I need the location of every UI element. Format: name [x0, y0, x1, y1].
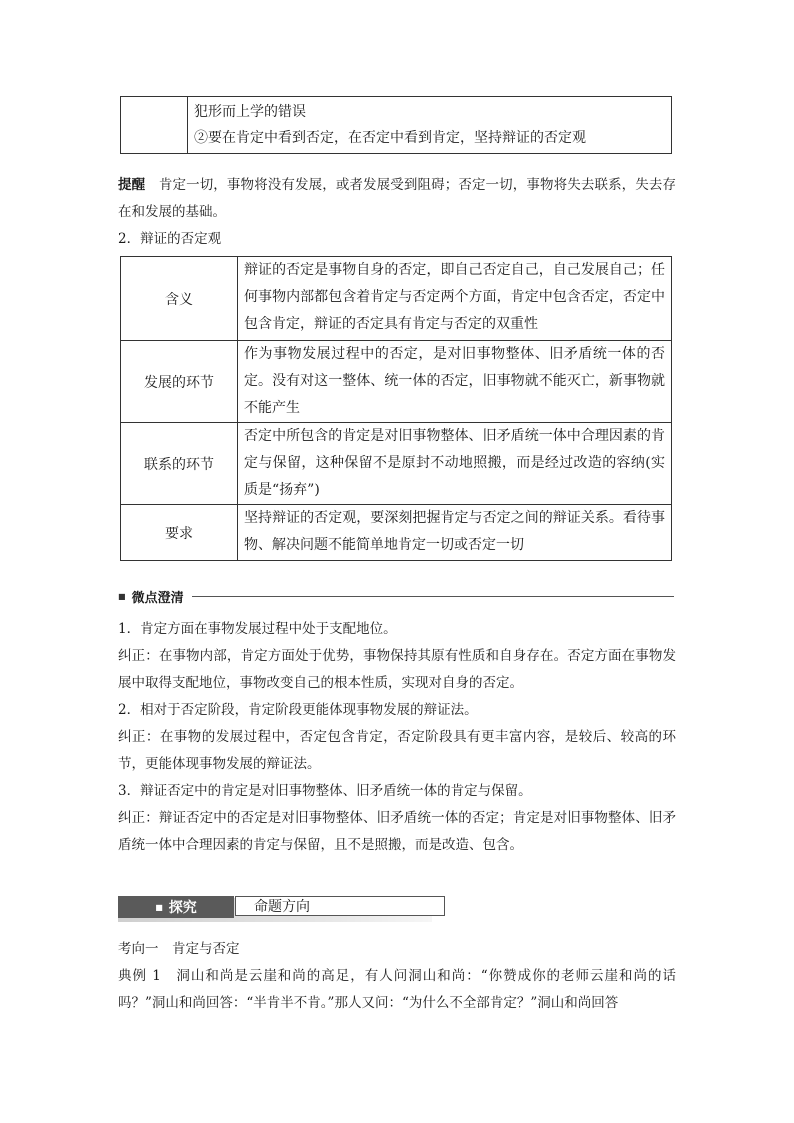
- square-bullet-icon: ■: [155, 902, 163, 912]
- clarify-answer: 纠正：在事物的发展过程中，否定包含肯定，否定阶段具有更丰富内容，是较后、较高的环节，更能体现事物发展的辩证法。: [118, 729, 676, 772]
- row-definition: 坚持辩证的否定观，要深刻把握肯定与否定之间的辩证关系。看待事物、解决问题不能简单地肯定一切或否定一切: [238, 505, 672, 561]
- tip-label: 提醒: [118, 177, 146, 193]
- clarify-answer: 纠正：在事物内部，肯定方面处于优势，事物保持其原有性质和自身存在。否定方面在事物发展中取得支配地位，事物改变自己的根本性质，实现对自身的否定。: [118, 648, 676, 691]
- row-term: 联系的环节: [121, 423, 238, 505]
- tab-explore: [118, 896, 234, 918]
- table-line: 犯形而上学的错误: [194, 104, 306, 120]
- row-term: 含义: [121, 257, 238, 341]
- row-term: 发展的环节: [121, 341, 238, 423]
- explore-banner: [118, 896, 432, 922]
- continuation-table: [120, 96, 672, 154]
- clarify-question: 1．肯定方面在事物发展过程中处于支配地位。: [118, 621, 397, 637]
- table-blank-cell: [121, 97, 188, 154]
- table-row: [121, 505, 672, 561]
- header-rule: [192, 596, 674, 597]
- clarify-question: 2．相对于否定阶段，肯定阶段更能体现事物发展的辩证法。: [118, 702, 478, 718]
- dialectic-negation-table: [120, 256, 672, 561]
- tab-direction-label: 命题方向: [254, 899, 310, 915]
- tab-direction: [235, 896, 445, 916]
- row-definition: 作为事物发展过程中的否定，是对旧事物整体、旧矛盾统一体的否定。没有对这一整体、统一体的否定，旧事物就不能灭亡，新事物就不能产生: [238, 341, 672, 423]
- clarify-list: [118, 616, 676, 859]
- square-bullet-icon: ■: [118, 591, 126, 601]
- clarify-question: 3．辩证否定中的肯定是对旧事物整体、旧矛盾统一体的肯定与保留。: [118, 783, 532, 799]
- row-definition: 否定中所包含的肯定是对旧事物整体、旧矛盾统一体中合理因素的肯定与保留，这种保留不是原封不动地照搬，而是经过改造的容纳(实质是“扬弃”): [238, 423, 672, 505]
- table-row: [121, 341, 672, 423]
- clarify-answer: 纠正：辩证否定中的否定是对旧事物整体、旧矛盾统一体的否定；肯定是对旧事物整体、旧矛盾统一体中合理因素的肯定与保留，且不是照搬，而是改造、包含。: [118, 810, 676, 853]
- tip-text: 肯定一切，事物将没有发展，或者发展受到阻碍；否定一切，事物将失去联系，失去存在和发展的基础。: [118, 177, 677, 220]
- tip-paragraph: [118, 172, 676, 226]
- table-line: ②要在肯定中看到否定，在否定中看到肯定，坚持辩证的否定观: [194, 130, 586, 146]
- row-term: 要求: [121, 505, 238, 561]
- table-content-cell: [188, 97, 672, 154]
- clarify-section-header: [118, 586, 674, 606]
- row-definition: 辩证的否定是事物自身的否定，即自己否定自己，自己发展自己；任何事物内部都包含着肯定与否定两个方面，肯定中包含否定，否定中包含肯定，辩证的否定具有肯定与否定的双重性: [238, 257, 672, 341]
- kaoxiang-heading: 考向一 肯定与否定: [118, 941, 240, 957]
- example-label: 典例 1: [118, 968, 161, 984]
- example-paragraph: [118, 963, 676, 1017]
- example-text: 洞山和尚是云崖和尚的高足，有人问洞山和尚：“你赞成你的老师云崖和尚的话吗？”洞山和尚回答：“半肯半不肯。”那人又问：“为什么不全部肯定？”洞山和尚回答: [118, 968, 677, 1011]
- table-row: [121, 257, 672, 341]
- clarify-title: 微点澄清: [131, 590, 184, 606]
- section-heading: 2．辩证的否定观: [118, 231, 222, 247]
- table-row: [121, 423, 672, 505]
- tab-explore-label: 探究: [168, 900, 197, 916]
